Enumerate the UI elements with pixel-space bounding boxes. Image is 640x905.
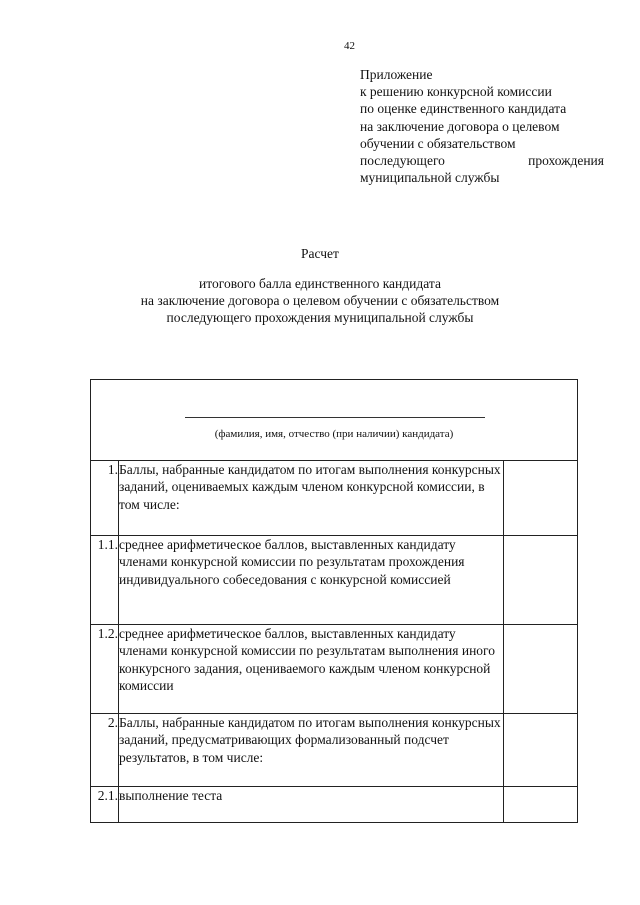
- appendix-word: прохождения: [528, 153, 604, 169]
- row-number: 1.2.: [91, 625, 119, 714]
- document-title: Расчет: [301, 246, 339, 261]
- table-row: [91, 536, 578, 625]
- row-description: выполнение теста: [119, 787, 504, 823]
- row-description: Баллы, набранные кандидатом по итогам выполнения конкурсных заданий, оцениваемых каждым членом конкурсной комиссии, в том числе:: [119, 461, 504, 536]
- candidate-header-cell: [91, 380, 578, 461]
- row-score-cell: [504, 625, 578, 714]
- subtitle-line: последующего прохождения муниципальной службы: [166, 310, 474, 325]
- subtitle-line: на заключение договора о целевом обучении с обязательством: [140, 293, 500, 308]
- row-number: 1.1.: [91, 536, 119, 625]
- subtitle-line: итогового балла единственного кандидата: [199, 276, 441, 291]
- table-row: [91, 714, 578, 787]
- row-score-cell: [504, 461, 578, 536]
- row-score-cell: [504, 714, 578, 787]
- appendix-line: муниципальной службы: [360, 170, 500, 186]
- row-score-cell: [504, 787, 578, 823]
- appendix-line: к решению конкурсной комиссии: [360, 84, 552, 100]
- row-description: Баллы, набранные кандидатом по итогам выполнения конкурсных заданий, предусматривающих формализованный подсчет результатов, в том числе:: [119, 714, 504, 787]
- row-number: 2.1.: [91, 787, 119, 823]
- row-description: среднее арифметическое баллов, выставленных кандидату членами конкурсной комиссии по результатам выполнения иного конкурсного задания, оцениваемого каждым членом конкурсной комиссии: [119, 625, 504, 714]
- row-score-cell: [504, 536, 578, 625]
- candidate-name-line: [185, 417, 485, 418]
- score-table: [90, 379, 578, 823]
- page-number: 42: [344, 40, 355, 52]
- appendix-line: Приложение: [360, 67, 433, 82]
- candidate-caption: (фамилия, имя, отчество (при наличии) кандидата): [214, 428, 454, 440]
- row-number: 1.: [91, 461, 119, 536]
- appendix-word: последующего: [360, 153, 445, 169]
- appendix-line: по оценке единственного кандидата: [360, 101, 567, 117]
- appendix-block: [360, 66, 604, 186]
- appendix-line-justified: [360, 152, 604, 169]
- table-row: [91, 461, 578, 536]
- appendix-line: обучении с обязательством: [360, 135, 516, 151]
- appendix-line: на заключение договора о целевом: [360, 118, 560, 134]
- table-row: [91, 625, 578, 714]
- table-row: [91, 787, 578, 823]
- row-number: 2.: [91, 714, 119, 787]
- row-description: среднее арифметическое баллов, выставленных кандидату членами конкурсной комиссии по результатам прохождения индивидуального собеседования с конкурсной комиссией: [119, 536, 504, 625]
